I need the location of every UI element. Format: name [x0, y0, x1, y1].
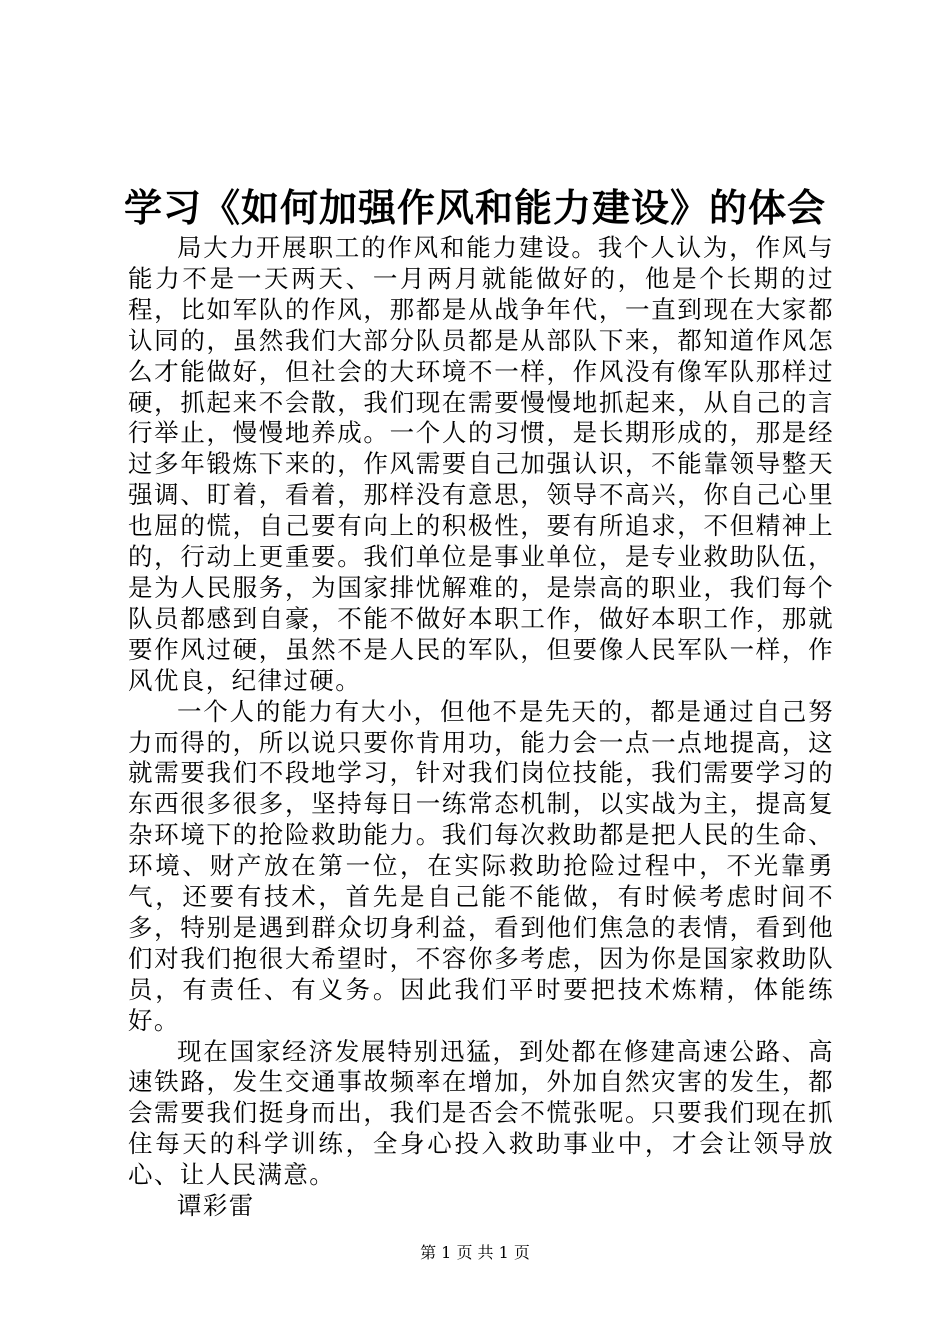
paragraph-3: 现在国家经济发展特别迅猛，到处都在修建高速公路、高速铁路，发生交通事故频率在增加，外加自然灾害的发生，都会需要我们挺身而出，我们是否会不慌张呢。只要我们现在抓住每天的科学训练，全身心投入救助事业中，才会让领导放心、让人民满意。 — [128, 1036, 834, 1190]
paragraph-2: 一个人的能力有大小，但他不是先天的，都是通过自己努力而得的，所以说只要你肯用功，能力会一点一点地提高，这就需要我们不段地学习，针对我们岗位技能，我们需要学习的东西很多很多，坚持每日一练常态机制，以实战为主，提高复杂环境下的抢险救助能力。我们每次救助都是把人民的生命、环境、财产放在第一位，在实际救助抢险过程中，不光靠勇气，还要有技术，首先是自己能不能做，有时候考虑时间不多，特别是遇到群众切身利益，看到他们焦急的表情，看到他们对我们抱很大希望时，不容你多考虑，因为你是国家救助队员，有责任、有义务。因此我们平时要把技术炼精，体能练好。 — [128, 696, 834, 1035]
document-body — [128, 233, 834, 1222]
paragraph-1: 局大力开展职工的作风和能力建设。我个人认为，作风与能力不是一天两天、一月两月就能做好的，他是个长期的过程，比如军队的作风，那都是从战争年代，一直到现在大家都认同的，虽然我们大部分队员都是从部队下来，都知道作风怎么才能做好，但社会的大环境不一样，作风没有像军队那样过硬，抓起来不会散，我们现在需要慢慢地抓起来，从自己的言行举止，慢慢地养成。一个人的习惯，是长期形成的，那是经过多年锻炼下来的，作风需要自己加强认识，不能靠领导整天强调、盯着，看着，那样没有意思，领导不高兴，你自己心里也屈的慌，自己要有向上的积极性，要有所追求，不但精神上的，行动上更重要。我们单位是事业单位，是专业救助队伍，是为人民服务，为国家排忧解难的，是崇高的职业，我们每个队员都感到自豪，不能不做好本职工作，做好本职工作，那就要作风过硬，虽然不是人民的军队，但要像人民军队一样，作风优良，纪律过硬。 — [128, 233, 834, 695]
page-footer: 第 1 页 共 1 页 — [420, 1243, 530, 1262]
author-signature: 谭彩雷 — [177, 1191, 255, 1221]
document-title: 学习《如何加强作风和能力建设》的体会 — [123, 185, 826, 230]
